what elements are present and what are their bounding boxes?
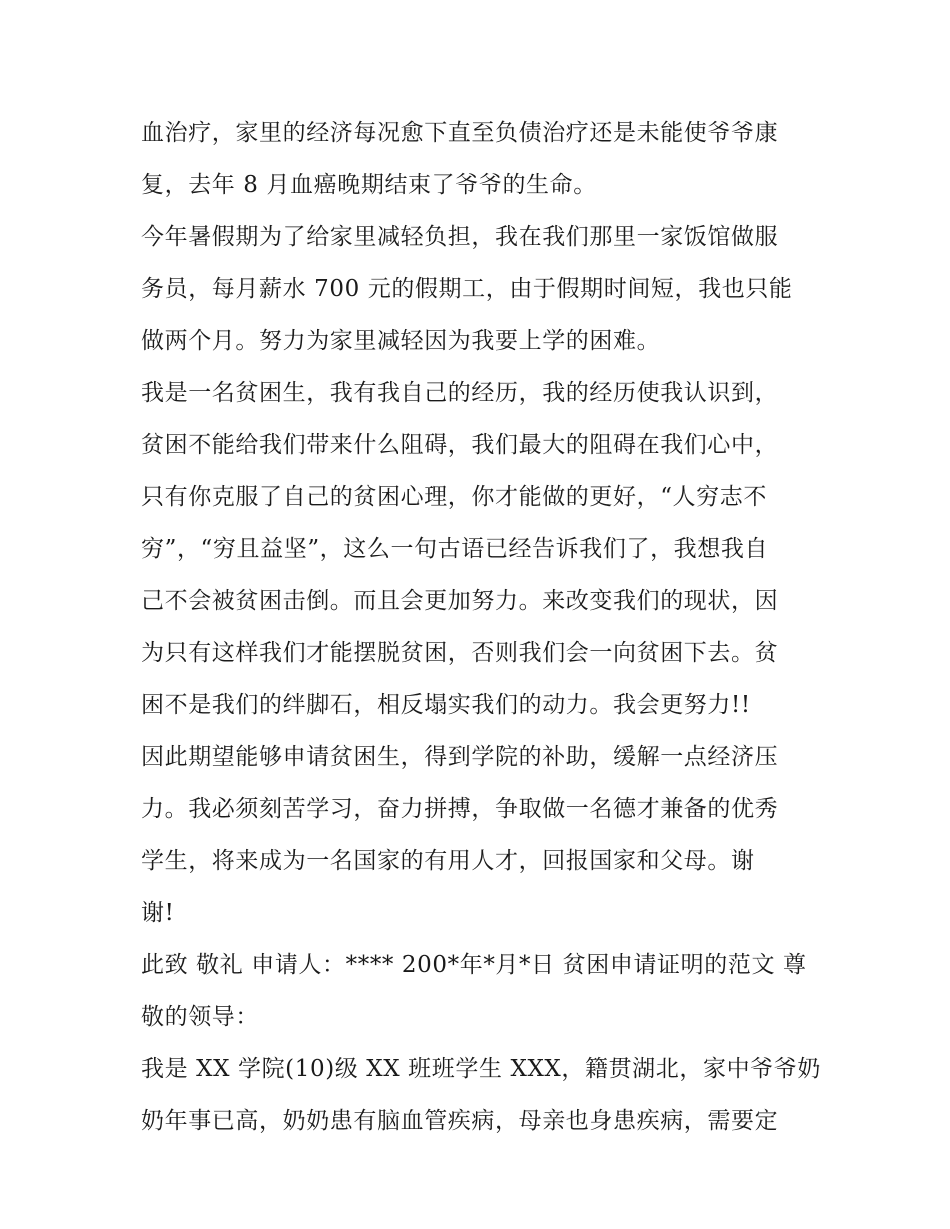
- body-text: [141, 107, 821, 1147]
- text-line: 敬的领导：: [141, 1004, 259, 1030]
- text-line: 困不是我们的绊脚石，相反塌实我们的动力。我会更努力!!: [141, 692, 751, 718]
- text-line: 只有你克服了自己的贫困心理，你才能做的更好，“人穷志不: [141, 484, 767, 510]
- text-line: 血治疗，家里的经济每况愈下直至负债治疗还是未能使爷爷康: [141, 120, 779, 146]
- text-line: 我是 XX 学院(10)级 XX 班班学生 XXX，籍贯湖北，家中爷爷奶: [141, 1056, 821, 1082]
- text-line: 力。我必须刻苦学习，奋力拼搏，争取做一名德才兼备的优秀: [141, 796, 779, 822]
- text-line: 己不会被贫困击倒。而且会更加努力。来改变我们的现状，因: [141, 588, 779, 614]
- text-line: 因此期望能够申请贫困生，得到学院的补助，缓解一点经济压: [141, 744, 779, 770]
- text-line: 我是一名贫困生，我有我自己的经历，我的经历使我认识到，: [141, 380, 779, 406]
- text-line: 今年暑假期为了给家里减轻负担，我在我们那里一家饭馆做服: [141, 224, 779, 250]
- text-line: 此致 敬礼 申请人：**** 200*年*月*日 贫困申请证明的范文 尊: [141, 952, 807, 978]
- text-line: 奶年事已高，奶奶患有脑血管疾病，母亲也身患疾病，需要定: [141, 1108, 779, 1134]
- text-line: 复，去年 8 月血癌晚期结束了爷爷的生命。: [141, 172, 597, 198]
- text-line: 贫困不能给我们带来什么阻碍，我们最大的阻碍在我们心中，: [141, 432, 779, 458]
- text-line: 谢!: [141, 900, 175, 926]
- text-line: 务员，每月薪水 700 元的假期工，由于假期时间短，我也只能: [141, 276, 793, 302]
- text-line: 做两个月。努力为家里减轻因为我要上学的困难。: [141, 328, 661, 354]
- text-line: 穷”，“穷且益坚”，这么一句古语已经告诉我们了，我想我自: [141, 536, 769, 562]
- text-line: 学生，将来成为一名国家的有用人才，回报国家和父母。谢: [141, 848, 755, 874]
- text-line: 为只有这样我们才能摆脱贫困，否则我们会一向贫困下去。贫: [141, 640, 779, 666]
